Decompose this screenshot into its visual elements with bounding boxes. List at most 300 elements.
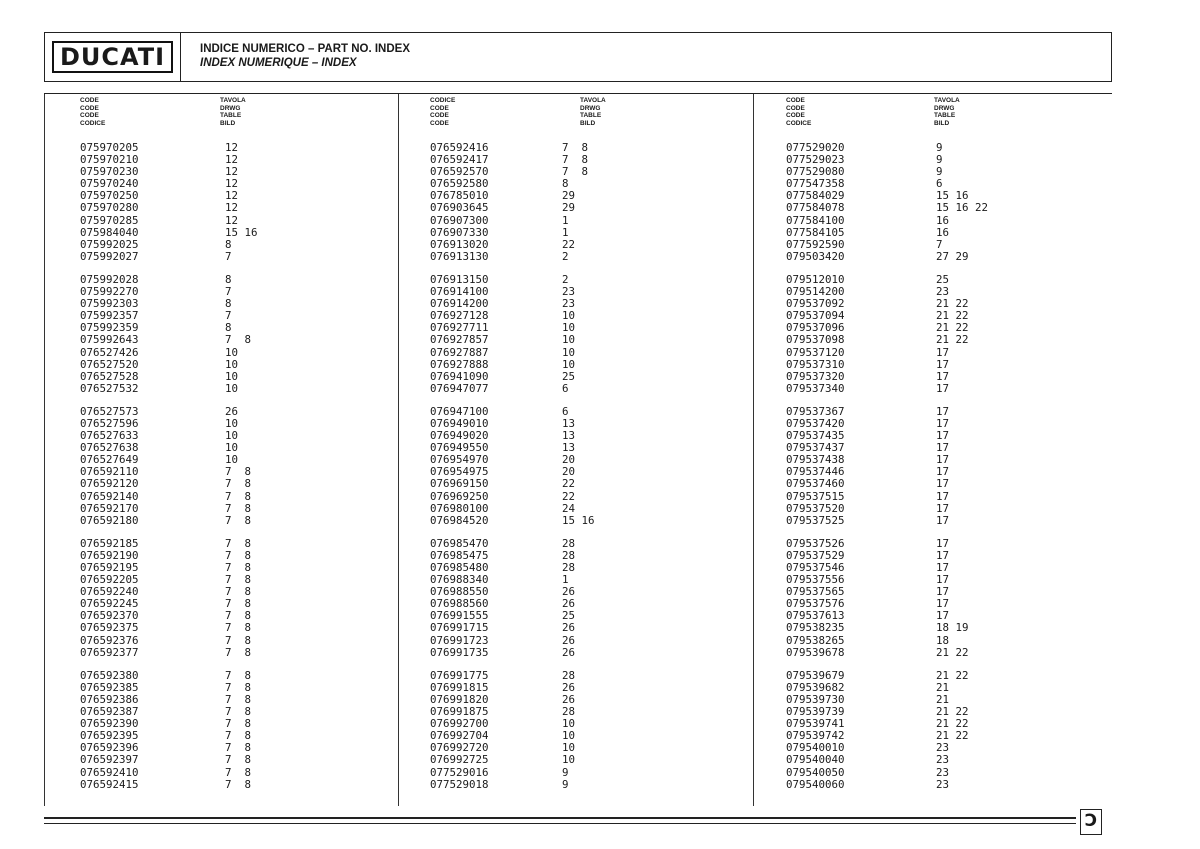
part-code: 075984040 bbox=[80, 225, 139, 239]
part-code: 075992359 bbox=[80, 321, 139, 335]
code-header-line: CODICE bbox=[80, 119, 106, 127]
drawing-table-ref: 22 bbox=[562, 489, 576, 503]
part-code: 079503420 bbox=[786, 249, 845, 263]
part-code: 076527633 bbox=[80, 429, 139, 443]
code-header-line: CODICE bbox=[430, 97, 456, 104]
drawing-table-ref: 10 bbox=[562, 729, 576, 743]
part-code: 076907330 bbox=[430, 225, 489, 239]
page-header bbox=[44, 32, 1112, 82]
part-code: 076954970 bbox=[430, 453, 489, 467]
drawing-table-ref: 10 bbox=[562, 741, 576, 755]
part-code: 079537098 bbox=[786, 333, 845, 347]
drawing-table-ref: 27 29 bbox=[936, 249, 969, 263]
drawing-table-ref: 13 bbox=[562, 429, 576, 443]
drawing-table-ref: 12 bbox=[225, 201, 239, 215]
part-code: 076592195 bbox=[80, 561, 139, 574]
part-code: 076592205 bbox=[80, 573, 139, 587]
drawing-table-ref: 18 bbox=[936, 633, 950, 647]
drawing-table-ref: 21 bbox=[936, 680, 950, 694]
drawing-table-ref: 17 bbox=[936, 429, 950, 443]
part-code: 079540010 bbox=[786, 741, 845, 755]
title-line-2: INDEX NUMERIQUE – INDEX bbox=[200, 57, 357, 69]
drawing-table-ref: 7 8 bbox=[225, 489, 252, 503]
part-code: 076969250 bbox=[430, 489, 489, 503]
drawing-table-ref: 8 bbox=[225, 297, 232, 311]
part-code: 076592410 bbox=[80, 765, 139, 779]
drawing-table-ref: 7 8 bbox=[225, 609, 252, 623]
drawing-table-ref: 12 bbox=[225, 165, 239, 179]
part-code: 079537460 bbox=[786, 477, 845, 491]
part-code: 077529023 bbox=[786, 153, 845, 167]
drawing-table-ref: 29 bbox=[562, 189, 576, 203]
part-code: 076592417 bbox=[430, 153, 489, 167]
code-header-line: CODE bbox=[786, 97, 805, 104]
part-code: 076903645 bbox=[430, 201, 489, 215]
drawing-table-ref: 17 bbox=[936, 416, 950, 430]
drawing-table-ref: 21 22 bbox=[936, 297, 969, 311]
part-code: 076592170 bbox=[80, 501, 139, 515]
part-code: 076988550 bbox=[430, 585, 489, 599]
drawing-table-ref: 10 bbox=[225, 345, 239, 359]
part-code: 079537525 bbox=[786, 513, 845, 527]
part-code: 076927128 bbox=[430, 309, 489, 323]
drawing-table-ref: 15 16 22 bbox=[936, 201, 989, 215]
drawing-table-ref: 28 bbox=[562, 548, 576, 562]
drawing-table-ref: 26 bbox=[562, 621, 576, 635]
table-header-line: TAVOLA bbox=[220, 97, 246, 104]
part-code: 076992725 bbox=[430, 753, 489, 767]
drawing-table-ref: 7 8 bbox=[225, 513, 252, 527]
part-code: 079537546 bbox=[786, 561, 845, 574]
part-code: 076592385 bbox=[80, 680, 139, 694]
table-header-line: TAVOLA bbox=[934, 97, 960, 104]
drawing-table-ref: 17 bbox=[936, 573, 950, 587]
part-code: 076592386 bbox=[80, 692, 139, 706]
drawing-table-ref: 20 bbox=[562, 465, 576, 479]
drawing-table-ref: 22 bbox=[562, 477, 576, 491]
table-header-line: TABLE bbox=[934, 112, 956, 120]
part-code: 076913020 bbox=[430, 237, 489, 251]
part-code: 076592395 bbox=[80, 729, 139, 743]
drawing-table-ref: 21 22 bbox=[936, 645, 969, 659]
drawing-table-ref: 22 bbox=[562, 237, 576, 251]
drawing-table-ref: 15 16 bbox=[936, 189, 969, 203]
drawing-table-ref: 10 bbox=[562, 321, 576, 335]
part-code: 079537576 bbox=[786, 597, 845, 611]
part-code: 076592240 bbox=[80, 585, 139, 599]
drawing-table-ref: 8 bbox=[225, 321, 232, 335]
part-code: 079537529 bbox=[786, 548, 845, 562]
part-code: 075970240 bbox=[80, 177, 139, 191]
drawing-table-ref: 12 bbox=[225, 153, 239, 167]
part-code: 079537435 bbox=[786, 429, 845, 443]
part-code: 079537613 bbox=[786, 609, 845, 623]
drawing-table-ref: 17 bbox=[936, 585, 950, 599]
drawing-table-ref: 10 bbox=[562, 333, 576, 347]
part-code: 076592370 bbox=[80, 609, 139, 623]
code-header-line: CODE bbox=[430, 104, 449, 112]
part-code: 077529018 bbox=[430, 777, 489, 791]
part-code: 079537120 bbox=[786, 345, 845, 359]
part-code: 076785010 bbox=[430, 189, 489, 203]
column-separator bbox=[753, 94, 754, 806]
part-code: 076927857 bbox=[430, 333, 489, 347]
part-code: 079537092 bbox=[786, 297, 845, 311]
part-code: 079539682 bbox=[786, 680, 845, 694]
part-code: 076991775 bbox=[430, 668, 489, 682]
drawing-table-ref: 10 bbox=[562, 345, 576, 359]
drawing-table-ref: 10 bbox=[562, 357, 576, 371]
part-code: 076913130 bbox=[430, 249, 489, 263]
part-code: 079537094 bbox=[786, 309, 845, 323]
drawing-table-ref: 17 bbox=[936, 609, 950, 623]
drawing-table-ref: 7 8 bbox=[225, 753, 252, 767]
part-code: 076527520 bbox=[80, 357, 139, 371]
part-code: 077529080 bbox=[786, 165, 845, 179]
part-code: 076927888 bbox=[430, 357, 489, 371]
part-code: 079538265 bbox=[786, 633, 845, 647]
drawing-table-ref: 17 bbox=[936, 536, 950, 550]
title-line-1: INDICE NUMERICO – PART NO. INDEX bbox=[200, 43, 410, 55]
drawing-table-ref: 10 bbox=[562, 309, 576, 323]
drawing-table-ref: 21 22 bbox=[936, 333, 969, 347]
part-code: 079537096 bbox=[786, 321, 845, 335]
part-code: 079537526 bbox=[786, 536, 845, 550]
table-header-line: BILD bbox=[934, 119, 950, 127]
drawing-table-ref: 7 8 bbox=[225, 573, 252, 587]
part-code: 079537515 bbox=[786, 489, 845, 503]
part-code: 076991715 bbox=[430, 621, 489, 635]
part-code: 076592180 bbox=[80, 513, 139, 527]
part-code: 075992357 bbox=[80, 309, 139, 323]
drawing-table-ref: 28 bbox=[562, 668, 576, 682]
part-index-table bbox=[44, 93, 1112, 806]
part-code: 076969150 bbox=[430, 477, 489, 491]
drawing-table-ref: 18 19 bbox=[936, 621, 969, 635]
drawing-table-ref: 17 bbox=[936, 561, 950, 574]
part-code: 077584105 bbox=[786, 225, 845, 239]
part-code: 076592380 bbox=[80, 668, 139, 682]
drawing-table-ref: 7 8 bbox=[225, 680, 252, 694]
code-header-line: CODICE bbox=[786, 119, 812, 127]
part-code: 076527573 bbox=[80, 404, 139, 418]
part-code: 077584078 bbox=[786, 201, 845, 215]
drawing-table-ref: 6 bbox=[936, 177, 943, 191]
drawing-table-ref: 29 bbox=[562, 201, 576, 215]
part-code: 076949010 bbox=[430, 416, 489, 430]
drawing-table-ref: 7 8 bbox=[225, 333, 252, 347]
part-code: 075970250 bbox=[80, 189, 139, 203]
part-code: 076592390 bbox=[80, 717, 139, 731]
part-code: 076907300 bbox=[430, 213, 489, 227]
drawing-table-ref: 23 bbox=[562, 285, 576, 299]
part-code: 079537520 bbox=[786, 501, 845, 515]
part-code: 079540050 bbox=[786, 765, 845, 779]
drawing-table-ref: 21 22 bbox=[936, 668, 969, 682]
drawing-table-ref: 17 bbox=[936, 513, 950, 527]
part-code: 077592590 bbox=[786, 237, 845, 251]
footer-rule bbox=[44, 823, 1076, 824]
part-code: 076914200 bbox=[430, 297, 489, 311]
drawing-table-ref: 10 bbox=[225, 441, 239, 455]
drawing-table-ref: 9 bbox=[562, 777, 569, 791]
drawing-table-ref: 7 8 bbox=[225, 633, 252, 647]
drawing-table-ref: 13 bbox=[562, 416, 576, 430]
table-header bbox=[220, 97, 246, 127]
part-code: 076592416 bbox=[430, 141, 489, 154]
part-code: 079540060 bbox=[786, 777, 845, 791]
drawing-table-ref: 26 bbox=[562, 645, 576, 659]
part-code: 079539739 bbox=[786, 705, 845, 719]
drawing-table-ref: 15 16 bbox=[225, 225, 258, 239]
part-code: 076592140 bbox=[80, 489, 139, 503]
part-code: 076527596 bbox=[80, 416, 139, 430]
part-code: 076988560 bbox=[430, 597, 489, 611]
page-title bbox=[200, 42, 410, 70]
part-code: 076914100 bbox=[430, 285, 489, 299]
code-header bbox=[80, 97, 105, 127]
part-code: 079540040 bbox=[786, 753, 845, 767]
drawing-table-ref: 26 bbox=[562, 680, 576, 694]
part-code: 076991723 bbox=[430, 633, 489, 647]
drawing-table-ref: 26 bbox=[562, 597, 576, 611]
part-code: 079537367 bbox=[786, 404, 845, 418]
drawing-table-ref: 23 bbox=[562, 297, 576, 311]
drawing-table-ref: 17 bbox=[936, 369, 950, 383]
code-header-line: CODE bbox=[80, 112, 99, 120]
part-code: 076985480 bbox=[430, 561, 489, 574]
part-code: 075970280 bbox=[80, 201, 139, 215]
drawing-table-ref: 10 bbox=[225, 357, 239, 371]
part-code: 076592387 bbox=[80, 705, 139, 719]
drawing-table-ref: 7 bbox=[225, 309, 232, 323]
part-code: 076592185 bbox=[80, 536, 139, 550]
part-code: 079539742 bbox=[786, 729, 845, 743]
drawing-table-ref: 13 bbox=[562, 441, 576, 455]
drawing-table-ref: 7 8 bbox=[225, 705, 252, 719]
part-code: 076954975 bbox=[430, 465, 489, 479]
part-code: 076592376 bbox=[80, 633, 139, 647]
drawing-table-ref: 7 8 bbox=[225, 729, 252, 743]
drawing-table-ref: 25 bbox=[562, 609, 576, 623]
column-separator bbox=[44, 94, 45, 806]
part-code: 079537340 bbox=[786, 381, 845, 395]
part-code: 076985475 bbox=[430, 548, 489, 562]
part-code: 076527426 bbox=[80, 345, 139, 359]
part-code: 075992027 bbox=[80, 249, 139, 263]
part-code: 076592580 bbox=[430, 177, 489, 191]
drawing-table-ref: 23 bbox=[936, 285, 950, 299]
part-code: 079539678 bbox=[786, 645, 845, 659]
column-separator bbox=[398, 94, 399, 806]
code-header bbox=[786, 97, 811, 127]
drawing-table-ref: 7 8 bbox=[225, 561, 252, 574]
part-code: 079537446 bbox=[786, 465, 845, 479]
part-code: 079537565 bbox=[786, 585, 845, 599]
drawing-table-ref: 17 bbox=[936, 441, 950, 455]
drawing-table-ref: 7 8 bbox=[562, 141, 589, 154]
table-header-line: TABLE bbox=[580, 112, 602, 120]
part-code: 076592375 bbox=[80, 621, 139, 635]
part-code: 075970230 bbox=[80, 165, 139, 179]
drawing-table-ref: 1 bbox=[562, 225, 569, 239]
drawing-table-ref: 10 bbox=[562, 753, 576, 767]
drawing-table-ref: 7 bbox=[225, 285, 232, 299]
drawing-table-ref: 7 8 bbox=[225, 668, 252, 682]
part-code: 079537320 bbox=[786, 369, 845, 383]
part-code: 076913150 bbox=[430, 272, 489, 286]
code-header bbox=[430, 97, 455, 127]
drawing-table-ref: 6 bbox=[562, 404, 569, 418]
drawing-table-ref: 7 8 bbox=[225, 548, 252, 562]
drawing-table-ref: 28 bbox=[562, 561, 576, 574]
table-header-line: BILD bbox=[220, 119, 236, 127]
drawing-table-ref: 17 bbox=[936, 345, 950, 359]
drawing-table-ref: 7 8 bbox=[225, 585, 252, 599]
drawing-table-ref: 17 bbox=[936, 597, 950, 611]
drawing-table-ref: 17 bbox=[936, 381, 950, 395]
drawing-table-ref: 21 bbox=[936, 692, 950, 706]
footer-rule bbox=[44, 817, 1076, 819]
part-code: 079514200 bbox=[786, 285, 845, 299]
drawing-table-ref: 9 bbox=[936, 141, 943, 154]
drawing-table-ref: 9 bbox=[936, 165, 943, 179]
drawing-table-ref: 10 bbox=[225, 369, 239, 383]
drawing-table-ref: 7 8 bbox=[225, 777, 252, 791]
drawing-table-ref: 7 8 bbox=[225, 741, 252, 755]
part-code: 076949550 bbox=[430, 441, 489, 455]
part-code: 075992270 bbox=[80, 285, 139, 299]
drawing-table-ref: 8 bbox=[225, 272, 232, 286]
part-code: 079537420 bbox=[786, 416, 845, 430]
part-code: 076991875 bbox=[430, 705, 489, 719]
drawing-table-ref: 10 bbox=[225, 416, 239, 430]
part-code: 076991735 bbox=[430, 645, 489, 659]
code-header-line: CODE bbox=[80, 104, 99, 112]
code-header-line: CODE bbox=[430, 112, 449, 120]
drawing-table-ref: 23 bbox=[936, 741, 950, 755]
drawing-table-ref: 7 8 bbox=[562, 153, 589, 167]
drawing-table-ref: 17 bbox=[936, 465, 950, 479]
drawing-table-ref: 7 8 bbox=[562, 165, 589, 179]
drawing-table-ref: 12 bbox=[225, 189, 239, 203]
part-code: 075970210 bbox=[80, 153, 139, 167]
index-column-2 bbox=[430, 94, 730, 806]
part-code: 076980100 bbox=[430, 501, 489, 515]
drawing-table-ref: 23 bbox=[936, 777, 950, 791]
drawing-table-ref: 7 8 bbox=[225, 536, 252, 550]
drawing-table-ref: 10 bbox=[225, 453, 239, 467]
part-code: 075970285 bbox=[80, 213, 139, 227]
drawing-table-ref: 21 22 bbox=[936, 729, 969, 743]
drawing-table-ref: 23 bbox=[936, 753, 950, 767]
part-code: 076927887 bbox=[430, 345, 489, 359]
part-code: 076991815 bbox=[430, 680, 489, 694]
drawing-table-ref: 28 bbox=[562, 705, 576, 719]
drawing-table-ref: 7 bbox=[225, 249, 232, 263]
drawing-table-ref: 21 22 bbox=[936, 309, 969, 323]
part-code: 076592396 bbox=[80, 741, 139, 755]
part-code: 076949020 bbox=[430, 429, 489, 443]
drawing-table-ref: 12 bbox=[225, 213, 239, 227]
part-code: 076984520 bbox=[430, 513, 489, 527]
part-code: 077584100 bbox=[786, 213, 845, 227]
drawing-table-ref: 25 bbox=[936, 272, 950, 286]
part-code: 076991555 bbox=[430, 609, 489, 623]
part-code: 076991820 bbox=[430, 692, 489, 706]
drawing-table-ref: 2 bbox=[562, 249, 569, 263]
part-code: 076592397 bbox=[80, 753, 139, 767]
part-code: 076988340 bbox=[430, 573, 489, 587]
table-header-line: BILD bbox=[580, 119, 596, 127]
part-code: 076992720 bbox=[430, 741, 489, 755]
part-code: 075992025 bbox=[80, 237, 139, 251]
drawing-table-ref: 7 8 bbox=[225, 717, 252, 731]
drawing-table-ref: 9 bbox=[562, 765, 569, 779]
part-code: 079539679 bbox=[786, 668, 845, 682]
drawing-table-ref: 21 22 bbox=[936, 705, 969, 719]
drawing-table-ref: 16 bbox=[936, 213, 950, 227]
code-header-line: CODE bbox=[786, 112, 805, 120]
drawing-table-ref: 9 bbox=[936, 153, 943, 167]
drawing-table-ref: 7 bbox=[936, 237, 943, 251]
part-code: 079537437 bbox=[786, 441, 845, 455]
part-code: 076592245 bbox=[80, 597, 139, 611]
drawing-table-ref: 17 bbox=[936, 404, 950, 418]
part-code: 079512010 bbox=[786, 272, 845, 286]
part-code: 076592120 bbox=[80, 477, 139, 491]
drawing-table-ref: 26 bbox=[562, 633, 576, 647]
drawing-table-ref: 7 8 bbox=[225, 621, 252, 635]
drawing-table-ref: 20 bbox=[562, 453, 576, 467]
part-code: 076592377 bbox=[80, 645, 139, 659]
part-code: 076947100 bbox=[430, 404, 489, 418]
drawing-table-ref: 1 bbox=[562, 213, 569, 227]
drawing-table-ref: 7 8 bbox=[225, 501, 252, 515]
part-code: 076992704 bbox=[430, 729, 489, 743]
drawing-table-ref: 17 bbox=[936, 477, 950, 491]
logo-box bbox=[45, 33, 181, 81]
drawing-table-ref: 26 bbox=[562, 585, 576, 599]
code-header-line: CODE bbox=[786, 104, 805, 112]
drawing-table-ref: 23 bbox=[936, 765, 950, 779]
drawing-table-ref: 7 8 bbox=[225, 692, 252, 706]
index-column-3 bbox=[786, 94, 1106, 806]
drawing-table-ref: 7 8 bbox=[225, 477, 252, 491]
drawing-table-ref: 17 bbox=[936, 357, 950, 371]
table-header-line: DRWG bbox=[934, 104, 955, 112]
part-code: 076592110 bbox=[80, 465, 139, 479]
drawing-table-ref: 10 bbox=[225, 429, 239, 443]
drawing-table-ref: 21 22 bbox=[936, 717, 969, 731]
part-code: 077529020 bbox=[786, 141, 845, 154]
drawing-table-ref: 8 bbox=[225, 237, 232, 251]
drawing-table-ref: 26 bbox=[225, 404, 239, 418]
part-code: 076992700 bbox=[430, 717, 489, 731]
drawing-table-ref: 17 bbox=[936, 501, 950, 515]
drawing-table-ref: 12 bbox=[225, 141, 239, 154]
drawing-table-ref: 10 bbox=[562, 717, 576, 731]
drawing-table-ref: 6 bbox=[562, 381, 569, 395]
drawing-table-ref: 17 bbox=[936, 548, 950, 562]
part-code: 076527528 bbox=[80, 369, 139, 383]
part-code: 076592570 bbox=[430, 165, 489, 179]
part-code: 079537438 bbox=[786, 453, 845, 467]
part-code: 076985470 bbox=[430, 536, 489, 550]
part-code: 076927711 bbox=[430, 321, 489, 335]
part-code: 077584029 bbox=[786, 189, 845, 203]
part-code: 076592190 bbox=[80, 548, 139, 562]
